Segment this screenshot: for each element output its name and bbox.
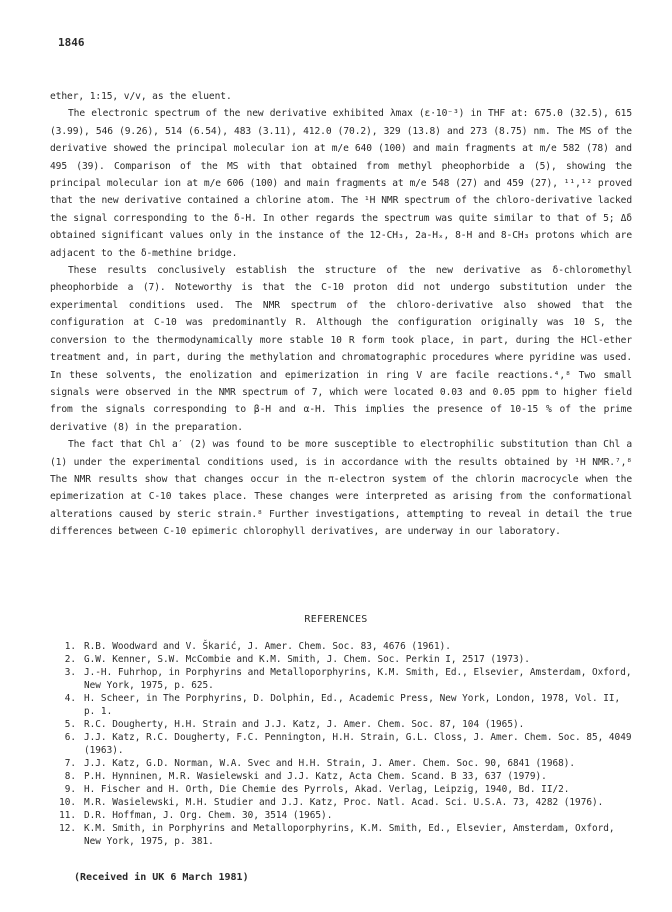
references-heading: REFERENCES: [304, 614, 368, 625]
reference-number: 11.: [59, 810, 76, 821]
reference-text: J.-H. Fuhrhop, in Porphyrins and Metalloporphyrins, K.M. Smith, Ed., Elsevier, Amsterdam, Oxford, New York, 1975, p. 625.: [84, 667, 632, 691]
reference-number: 8.: [64, 771, 76, 782]
reference-number: 2.: [64, 654, 76, 665]
reference-text: K.M. Smith, in Porphyrins and Metalloporphyrins, K.M. Smith, Ed., Elsevier, Amsterdam, Oxford, New York, 1975, p. 381.: [84, 823, 615, 847]
reference-number: 4.: [64, 693, 76, 704]
reference-item: [52, 666, 637, 692]
paragraph: The electronic spectrum of the new derivative exhibited λmax (ε·10⁻³) in THF at: 675.0 (32.5), 615 (3.99), 546 (9.26), 514 (6.54), 483 (3.11), 412.0 (70.2), 329 (13.8) and 273 (8.75) nm. The MS of the derivative showed the principal molecular ion at m/e 640 (100) and main fragments at m/e 582 (78) and 495 (39). Comparison of the MS with that obtained from methyl pheophorbide a (5), showing the principal molecular ion at m/e 606 (100) and main fragments at m/e 548 (27) and 459 (27), ¹¹,¹² proved that the new derivative contained a chlorine atom. The ¹H NMR spectrum of the chloro-derivative lacked the signal corresponding to the δ-H. In other regards the spectrum was quite similar to that of 5; Δδ obtained significant values only in the instance of the 12-CH₃, 2a-Hₓ, 8-H and 8-CH₃ protons which are adjacent to the δ-methine bridge.: [50, 108, 632, 259]
paragraph: ether, 1:15, v/v, as the eluent.: [50, 91, 232, 102]
references-list: [52, 640, 637, 848]
reference-item: [52, 640, 637, 653]
reference-item: [52, 809, 637, 822]
reference-number: 10.: [59, 797, 76, 808]
reference-number: 6.: [64, 732, 76, 743]
reference-text: R.C. Dougherty, H.H. Strain and J.J. Katz, J. Amer. Chem. Soc. 87, 104 (1965).: [84, 719, 525, 730]
reference-text: P.H. Hynninen, M.R. Wasielewski and J.J. Katz, Acta Chem. Scand. B 33, 637 (1979).: [84, 771, 547, 782]
reference-number: 12.: [59, 823, 76, 834]
reference-text: J.J. Katz, R.C. Dougherty, F.C. Pennington, H.H. Strain, G.L. Closs, J. Amer. Chem. Soc. 85, 4049 (1963).: [84, 732, 632, 756]
reference-text: D.R. Hoffman, J. Org. Chem. 30, 3514 (1965).: [84, 810, 333, 821]
reference-item: [52, 770, 637, 783]
reference-item: [52, 731, 637, 757]
reference-text: H. Scheer, in The Porphyrins, D. Dolphin, Ed., Academic Press, New York, London, 1978, Vol. II, p. 1.: [84, 693, 621, 717]
reference-item: [52, 692, 637, 718]
reference-number: 3.: [64, 667, 76, 678]
reference-number: 1.: [64, 641, 76, 652]
reference-item: [52, 757, 637, 770]
reference-text: H. Fischer and H. Orth, Die Chemie des Pyrrols, Akad. Verlag, Leipzig, 1940, Bd. II/2.: [84, 784, 570, 795]
received-date: (Received in UK 6 March 1981): [74, 872, 249, 883]
paragraph: The fact that Chl a′ (2) was found to be more susceptible to electrophilic substitution than Chl a (1) under the experimental conditions used, is in accordance with the results obtained by ¹H NMR.⁷,⁸ The NMR results show that changes occur in the π-electron system of the chlorin macrocycle when the epimerization at C-10 takes place. These changes were interpreted as arising from the conformational alterations caused by steric strain.⁸ Further investigations, attempting to reveal in detail the true differences between C-10 epimeric chlorophyll derivatives, are underway in our laboratory.: [50, 439, 632, 538]
reference-number: 7.: [64, 758, 76, 769]
reference-number: 9.: [64, 784, 76, 795]
reference-number: 5.: [64, 719, 76, 730]
page-number: 1846: [58, 36, 85, 49]
reference-item: [52, 796, 637, 809]
reference-text: M.R. Wasielewski, M.H. Studier and J.J. Katz, Proc. Natl. Acad. Sci. U.S.A. 73, 4282 (1976).: [84, 797, 604, 808]
reference-item: [52, 822, 637, 848]
reference-item: [52, 718, 637, 731]
paragraph: These results conclusively establish the structure of the new derivative as δ-chloromethyl pheophorbide a (7). Noteworthy is that the C-10 proton did not undergo substitution under the experimental conditions used. The NMR spectrum of the chloro-derivative also showed that the configuration at C-10 was predominantly R. Although the configuration originally was 10 S, the conversion to the thermodynamically more stable 10 R form took place, in part, during the HCl-ether treatment and, in part, during the methylation and chromatographic procedures where pyridine was used. In these solvents, the enolization and epimerization in ring V are facile reactions.⁴,⁸ Two small signals were observed in the NMR spectrum of 7, which were located 0.03 and 0.05 ppm to higher field from the signals corresponding to β-H and α-H. This implies the presence of 10-15 % of the prime derivative (8) in the preparation.: [50, 265, 632, 433]
reference-text: J.J. Katz, G.D. Norman, W.A. Svec and H.H. Strain, J. Amer. Chem. Soc. 90, 6841 (1968).: [84, 758, 576, 769]
reference-text: R.B. Woodward and V. Škarić, J. Amer. Chem. Soc. 83, 4676 (1961).: [84, 641, 451, 652]
reference-item: [52, 783, 637, 796]
reference-text: G.W. Kenner, S.W. McCombie and K.M. Smith, J. Chem. Soc. Perkin I, 2517 (1973).: [84, 654, 530, 665]
reference-item: [52, 653, 637, 666]
body-text: [50, 88, 632, 541]
